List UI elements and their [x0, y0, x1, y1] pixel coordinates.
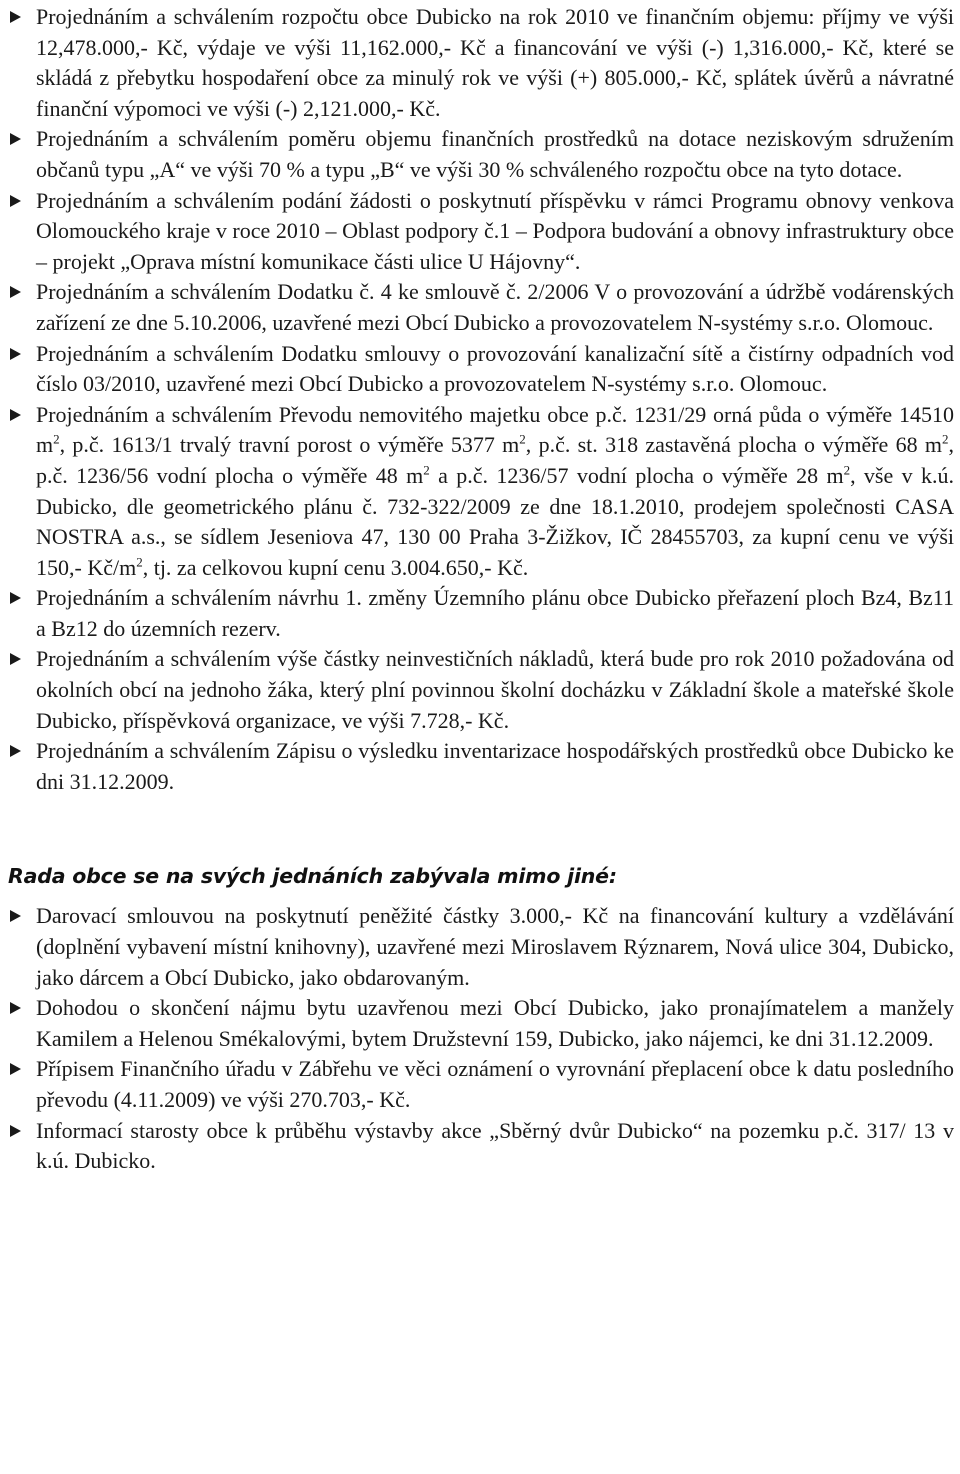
item-text: Projednáním a schválením poměru objemu finančních prostředků na dotace neziskovým sdružením občanů typu „A“ ve výši 70 % a typu „B“ ve výši 30 % schváleného rozpočtu obce na tyto dotace. [36, 126, 954, 182]
item-text: Informací starosty obce k průběhu výstavby akce „Sběrný dvůr Dubicko“ na pozemku p.č. 317/ 13 v k.ú. Dubicko. [36, 1117, 954, 1174]
list-item [8, 339, 954, 400]
list-item [8, 736, 954, 797]
list-item [8, 186, 954, 278]
item-text-part: , p.č. st. 318 zastavěná plocha o výměře 68 m [525, 432, 942, 458]
triangle-bullet-icon [10, 910, 21, 922]
list-item [8, 1116, 954, 1177]
triangle-bullet-icon [10, 592, 21, 604]
item-text-part: , p.č. 1613/1 trvalý travní porost o výměře 5377 m [59, 432, 520, 458]
item-text: Přípisem Finančního úřadu v Zábřehu ve věci oznámení o vyrovnání přeplacení obce k datu posledního převodu (4.11.2009) ve výši 270.703,- Kč. [36, 1056, 954, 1112]
list-item [8, 1054, 954, 1115]
triangle-bullet-icon [10, 11, 21, 23]
list-item [8, 901, 954, 993]
item-text: Darovací smlouvou na poskytnutí peněžité částky 3.000,- Kč na financování kultury a vzdělávání (doplnění vybavení místní knihovny), uzavřené mezi Miroslavem Rýznarem, Nová ulice 304, Dubicko, jako dárcem a Obcí Dubicko, jako obdarovaným. [36, 903, 954, 990]
item-text: Dohodou o skončení nájmu bytu uzavřenou mezi Obcí Dubicko, jako pronajímatelem a manžely Kamilem a Helenou Smékalovými, bytem Družstevní 159, Dubicko, jako nájemci, ke dni 31.12.2009. [36, 995, 954, 1051]
item-text: Projednáním a schválením Dodatku č. 4 ke smlouvě č. 2/2006 V o provozování a údržbě vodárenských zařízení ze dne 5.10.2006, uzavřené mezi Obcí Dubicko a provozovatelem N-systémy s.r.o. Olomouc. [36, 279, 954, 335]
council-items-list [8, 901, 954, 1176]
superscript: 2 [519, 431, 526, 447]
list-item [8, 124, 954, 185]
item-text: Projednáním a schválením Dodatku smlouvy o provozování kanalizační sítě a čistírny odpadních vod číslo 03/2010, uzavřené mezi Obcí Dubicko a provozovatelem N-systémy s.r.o. Olomouc. [36, 340, 954, 397]
list-item [8, 583, 954, 644]
item-text-part: , tj. za celkovou kupní cenu 3.004.650,- Kč. [142, 554, 529, 580]
item-text: Projednáním a schválením podání žádosti o poskytnutí příspěvku v rámci Programu obnovy venkova Olomouckého kraje v roce 2010 – Oblast podpory č.1 – Podpora budování a obnovy infrastruktury obce – projekt „Oprava místní komunikace části ulice U Hájovny“. [36, 187, 954, 274]
triangle-bullet-icon [10, 409, 21, 421]
triangle-bullet-icon [10, 1125, 21, 1137]
list-item-property-transfer [8, 400, 954, 584]
item-text-part: a p.č. 1236/57 vodní plocha o výměře 28 m [429, 462, 844, 488]
item-text: Projednáním a schválením rozpočtu obce Dubicko na rok 2010 ve finančním objemu: příjmy ve výši 12,478.000,- Kč, výdaje ve výši 11,162.000,- Kč a financování ve výši (-) 1,316.000,- Kč, které se skládá z přebytku hospodaření obce za minulý rok ve výši (+) 805.000,- Kč, splátek úvěrů a návratné finanční výpomoci ve výši (-) 2,121.000,- Kč. [36, 4, 954, 121]
superscript: 2 [136, 554, 143, 570]
superscript: 2 [942, 431, 949, 447]
superscript: 2 [843, 462, 851, 478]
triangle-bullet-icon [10, 1063, 21, 1075]
list-item [8, 2, 954, 124]
list-item [8, 993, 954, 1054]
triangle-bullet-icon [10, 1002, 21, 1014]
superscript: 2 [53, 431, 60, 447]
item-text: Projednáním a schválením návrhu 1. změny Územního plánu obce Dubicko přeřazení ploch Bz4, Bz11 a Bz12 do územních rezerv. [36, 585, 954, 641]
triangle-bullet-icon [10, 195, 21, 207]
triangle-bullet-icon [10, 133, 21, 145]
item-text: Projednáním a schválením výše částky neinvestičních nákladů, která bude pro rok 2010 požadována od okolních obcí na jednoho žáka, který plní povinnou školní docházku v Základní škole a mateřské škole Dubicko, příspěvková organizace, ve výši 7.728,- Kč. [36, 646, 954, 733]
list-item [8, 644, 954, 736]
item-text: Projednáním a schválením Zápisu o výsledku inventarizace hospodářských prostředků obce Dubicko ke dni 31.12.2009. [36, 738, 954, 794]
item-text-part: , p.č. 1236/56 vodní plocha o výměře 48 m [36, 432, 954, 488]
approved-items-list [8, 0, 954, 797]
triangle-bullet-icon [10, 653, 21, 665]
triangle-bullet-icon [10, 286, 21, 298]
triangle-bullet-icon [10, 745, 21, 757]
list-item [8, 277, 954, 338]
section-heading: Rada obce se na svých jednáních zabývala mimo jiné: [8, 864, 617, 889]
superscript: 2 [423, 462, 430, 478]
triangle-bullet-icon [10, 348, 21, 360]
item-text-part: Projednáním a schválením Převodu nemovitého majetku obce p.č. 1231/29 orná půda o výměře 14510 m [36, 401, 954, 458]
item-text-part: , vše v k.ú. Dubicko, dle geometrického plánu č. 732-322/2009 ze dne 18.1.2010, prodejem společnosti CASA NOSTRA a.s., se sídlem Jeseniova 47, 130 00 Praha 3-Žižkov, IČ 28455703, za kupní cenu ve výši 150,- Kč/m [36, 462, 954, 580]
